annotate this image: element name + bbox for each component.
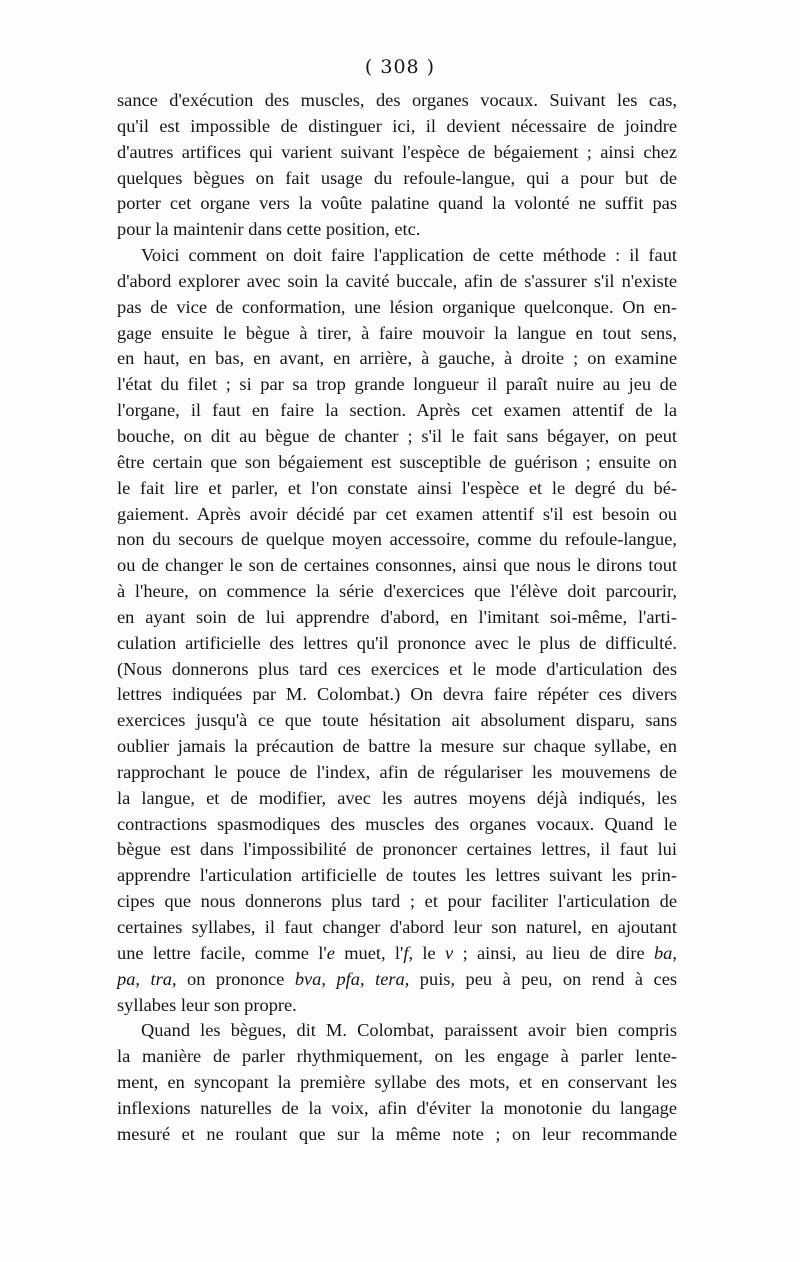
text-line: Quand les bègues, dit M. Colombat, paraissent avoir bien compris	[141, 1020, 677, 1041]
text-segment: ,	[321, 968, 337, 989]
body-text	[117, 88, 677, 1148]
text-line: (Nous donnerons plus tard ces exercices et le mode d'articulation des	[117, 658, 677, 679]
text-line: le fait lire et parler, et l'on constate ainsi l'espèce et le degré du bé-	[117, 477, 677, 498]
text-line: gaiement. Après avoir décidé par cet examen attentif s'il est besoin ou	[117, 503, 677, 524]
text-segment: ,	[360, 968, 376, 989]
text-line: l'état du filet ; si par sa trop grande longueur il paraît nuire au jeu de	[117, 374, 677, 395]
text-segment: ; ainsi, au lieu de dire	[453, 942, 654, 963]
italic-word: pa	[117, 968, 136, 989]
italic-word: ba	[653, 942, 673, 963]
text-segment: une lettre facile, comme l'	[117, 942, 327, 963]
italic-word: tera	[375, 968, 405, 989]
text-line: en ayant soin de lui apprendre d'abord, en l'imitant soi-même, l'arti-	[117, 606, 677, 627]
text-line: Voici comment on doit faire l'application de cette méthode : il faut	[141, 245, 677, 266]
text-segment: , le	[408, 942, 446, 963]
text-line: ou de changer le son de certaines consonnes, ainsi que nous le dirons tout	[117, 555, 677, 576]
text-segment: muet, l'	[334, 942, 404, 963]
text-line: d'autres artifices qui varient suivant l'espèce de bégaiement ; ainsi chez	[117, 141, 677, 162]
text-line: à l'heure, on commence la série d'exercices que l'élève doit parcourir,	[117, 581, 677, 602]
text-line: rapprochant le pouce de l'index, afin de régulariser les mouvemens de	[117, 761, 677, 782]
text-line	[117, 967, 677, 993]
text-line: d'abord explorer avec soin la cavité buccale, afin de s'assurer s'il n'existe	[117, 270, 677, 291]
text-line: contractions spasmodiques des muscles des organes vocaux. Quand le	[117, 813, 677, 834]
text-line: porter cet organe vers la voûte palatine quand la volonté ne suffit pas	[117, 193, 677, 214]
italic-word: v	[445, 942, 454, 963]
text-line: cipes que nous donnerons plus tard ; et pour faciliter l'articulation de	[117, 891, 677, 912]
text-segment: ,	[672, 942, 677, 963]
text-line: culation artificielle des lettres qu'il prononce avec le plus de difficulté.	[117, 632, 677, 653]
text-line: bègue est dans l'impossibilité de prononcer certaines lettres, il faut lui	[117, 839, 677, 860]
italic-word: f	[403, 942, 409, 963]
text-line: certaines syllabes, il faut changer d'abord leur son naturel, en ajoutant	[117, 917, 677, 937]
text-line: gage ensuite le bègue à tirer, à faire mouvoir la langue en tout sens,	[117, 322, 677, 343]
text-segment: ,	[135, 968, 151, 989]
text-line: apprendre l'articulation artificielle de toutes les lettres suivant les prin-	[117, 865, 677, 886]
text-line	[117, 941, 677, 967]
text-line: mesuré et ne roulant que sur la même note ; on leur recommande	[117, 1123, 677, 1144]
text-line: ment, en syncopant la première syllabe des mots, et en conservant les	[117, 1072, 677, 1093]
text-line: être certain que son bégaiement est susceptible de guérison ; ensuite on	[117, 451, 677, 472]
italic-word: e	[326, 942, 335, 963]
text-line: qu'il est impossible de distinguer ici, il devient nécessaire de joindre	[117, 115, 677, 136]
text-segment: , on prononce	[171, 968, 295, 989]
text-line: la manière de parler rhythmiquement, on les engage à parler lente-	[117, 1046, 677, 1067]
text-line: bouche, on dit au bègue de chanter ; s'il le fait sans bégayer, on peut	[117, 425, 677, 446]
page-number: ( 308 )	[364, 56, 436, 78]
text-segment: , puis, peu à peu, on rend à ces	[404, 968, 678, 989]
text-line: exercices jusqu'à ce que toute hésitation ait absolument disparu, sans	[117, 710, 677, 731]
text-line: l'organe, il faut en faire la section. Après cet examen attentif de la	[117, 400, 677, 421]
text-line: sance d'exécution des muscles, des organes vocaux. Suivant les cas,	[117, 90, 677, 110]
text-line: pas de vice de conformation, une lésion organique quelconque. On en-	[117, 296, 677, 317]
text-line: syllabes leur son propre.	[117, 994, 297, 1015]
italic-word: bva	[294, 968, 322, 989]
text-line: oublier jamais la précaution de battre la mesure sur chaque syllabe, en	[117, 736, 677, 757]
text-line: la langue, et de modifier, avec les autres moyens déjà indiqués, les	[117, 787, 677, 808]
text-line: en haut, en bas, en avant, en arrière, à gauche, à droite ; on examine	[117, 348, 677, 369]
text-line: inflexions naturelles de la voix, afin d'éviter la monotonie du langage	[117, 1097, 677, 1118]
italic-word: pfa	[336, 968, 360, 989]
italic-word: tra	[150, 968, 172, 989]
text-line: non du secours de quelque moyen accessoire, comme du refoule-langue,	[117, 529, 677, 550]
text-line: lettres indiquées par M. Colombat.) On devra faire répéter ces divers	[117, 684, 677, 705]
text-line: pour la maintenir dans cette position, etc.	[117, 219, 421, 240]
text-line: quelques bègues on fait usage du refoule-langue, qui a pour but de	[117, 167, 677, 188]
